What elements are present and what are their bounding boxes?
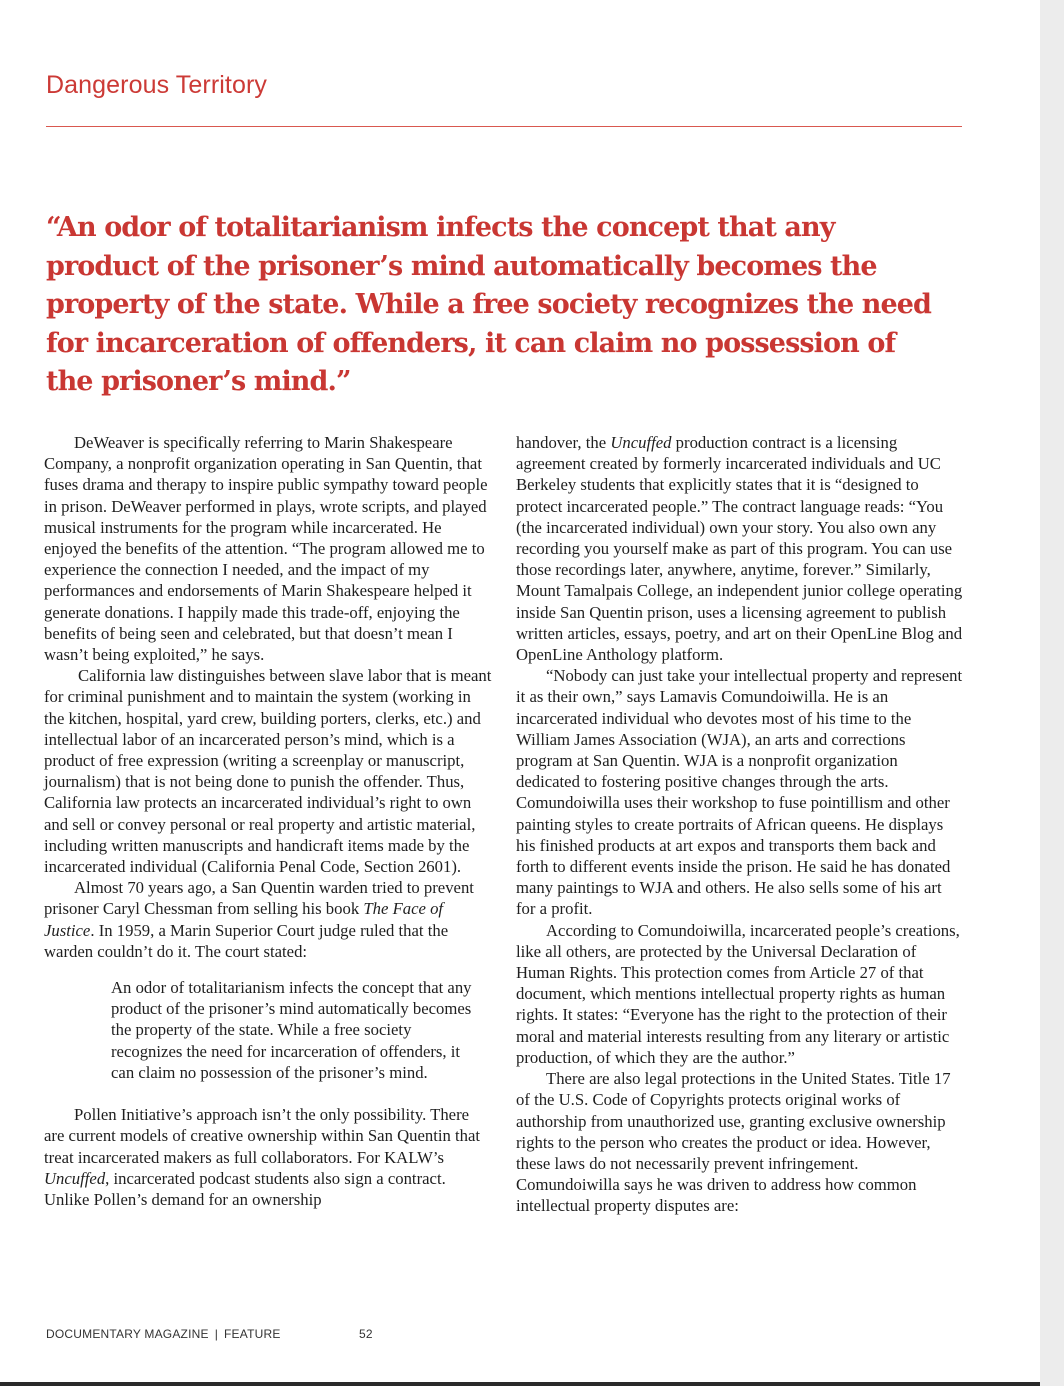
text-run: . In 1959, a Marin Superior Court judge ruled that the warden couldn’t do it. The court stated:: [44, 920, 449, 961]
right-column: [516, 432, 964, 1217]
left-column: [44, 432, 492, 1210]
pull-quote: “An odor of totalitarianism infects the concept that any product of the prisoner’s mind automatically becomes the property of the state. While a free society recognizes the need for incarceration of offenders, it can claim no possession of the prisoner’s mind.”: [46, 212, 932, 397]
book-title: The Face of Justice: [44, 899, 444, 940]
page-edge-shadow: [1040, 0, 1064, 1386]
footer-separator: |: [214, 1327, 219, 1341]
paragraph: According to Comundoiwilla, incarcerated people’s creations, like all others, are protected by the Universal Declaration of Human Rights. This protection comes from Article 27 of that document, which mentions intellectual property rights as human rights. It states: “Everyone has the right to the protection of their moral and material interests resulting from any literary or artistic production, of which they are the author.”: [516, 920, 960, 1067]
paragraph: [516, 432, 964, 665]
footer-section: FEATURE: [224, 1327, 281, 1341]
paragraph: DeWeaver is specifically referring to Marin Shakespeare Company, a nonprofit organization operating in San Quentin, that fuses drama and therapy to inspire public sympathy toward people in prison. DeWeaver performed in plays, wrote scripts, and played musical instruments for the program while incarcerated. He enjoyed the benefits of the attention. “The program allowed me to experience the connection I needed, and the impact of my performances and endorsements of Marin Shakespeare helped it generate donations. I happily made this trade-off, enjoying the benefits of being seen and celebrated, but that doesn’t mean I wasn’t being exploited,” he says.: [44, 433, 488, 665]
text-run: handover, the: [516, 433, 611, 452]
paragraph: “Nobody can just take your intellectual property and represent it as their own,” says Lamavis Comundoiwilla. He is an incarcerated individual who devotes most of his time to the William James Association (WJA), an arts and corrections program at San Quentin. WJA is a nonprofit organization dedicated to fostering positive changes through the arts. Comundoiwilla uses their workshop to fuse pointillism and other painting styles to create portraits of African queens. He displays his finished products at art expos and transports them back and forth to different events inside the prison. He said he has donated many paintings to WJA and others. He also sells some of his art for a profit.: [516, 666, 963, 919]
text-run: Almost 70 years ago, a San Quentin warden tried to prevent prisoner Caryl Chessman from selling his book: [44, 878, 474, 919]
section-title: Dangerous Territory: [46, 71, 267, 99]
block-quote: An odor of totalitarianism infects the concept that any product of the prisoner’s mind automatically becomes the property of the state. While a free society recognizes the need for incarceration of offenders, it can claim no possession of the prisoner’s mind.: [111, 978, 472, 1082]
text-run: , incarcerated podcast students also sign a contract. Unlike Pollen’s demand for an ownership: [44, 1168, 446, 1209]
show-title: Uncuffed: [44, 1168, 106, 1188]
paragraph: California law distinguishes between slave labor that is meant for criminal punishment and to maintain the system (working in the kitchen, hospital, yard crew, building porters, clerks, etc.) and intellectual labor of an incarcerated person’s mind, which is a product of free expression (writing a screenplay or manuscript, journalism) that is not being done to punish the offender. Thus, California law protects an incarcerated individual’s right to own and sell or convey personal or real property and artistic material, including written manuscripts and handicraft items made by the incarcerated individual (California Penal Code, Section 2601).: [44, 666, 492, 877]
page-footer: [46, 1327, 373, 1341]
page-number: 52: [359, 1327, 373, 1341]
page-bottom-edge: [0, 1382, 1040, 1386]
paragraph: [44, 1104, 492, 1210]
text-run: production contract is a licensing agreement created by formerly incarcerated individuals and UC Berkeley students that explicitly states that it is “designed to protect incarcerated people.” The contract language reads: “You (the incarcerated individual) own your story. You also own any recording you yourself make as part of this program. You can use those recordings later, anywhere, anytime, forever.” Similarly, Mount Tamalpais College, an independent junior college operating inside San Quentin prison, uses a licensing agreement to publish written articles, essays, poetry, and art on their OpenLine Blog and OpenLine Anthology platform.: [516, 433, 963, 665]
text-run: Pollen Initiative’s approach isn’t the only possibility. There are current models of creative ownership within San Quentin that treat incarcerated makers as full collaborators. For KALW’s: [44, 1105, 481, 1167]
header-rule: [46, 126, 962, 127]
paragraph: There are also legal protections in the United States. Title 17 of the U.S. Code of Copyrights protects original works of authorship from unauthorized use, granting exclusive ownership rights to the person who creates the product or idea. However, these laws do not necessarily prevent infringement. Comundoiwilla says he was driven to address how common intellectual property disputes are:: [516, 1069, 951, 1216]
paragraph: [44, 877, 492, 962]
publication-name: DOCUMENTARY MAGAZINE: [46, 1327, 209, 1341]
show-title: Uncuffed: [610, 433, 672, 452]
